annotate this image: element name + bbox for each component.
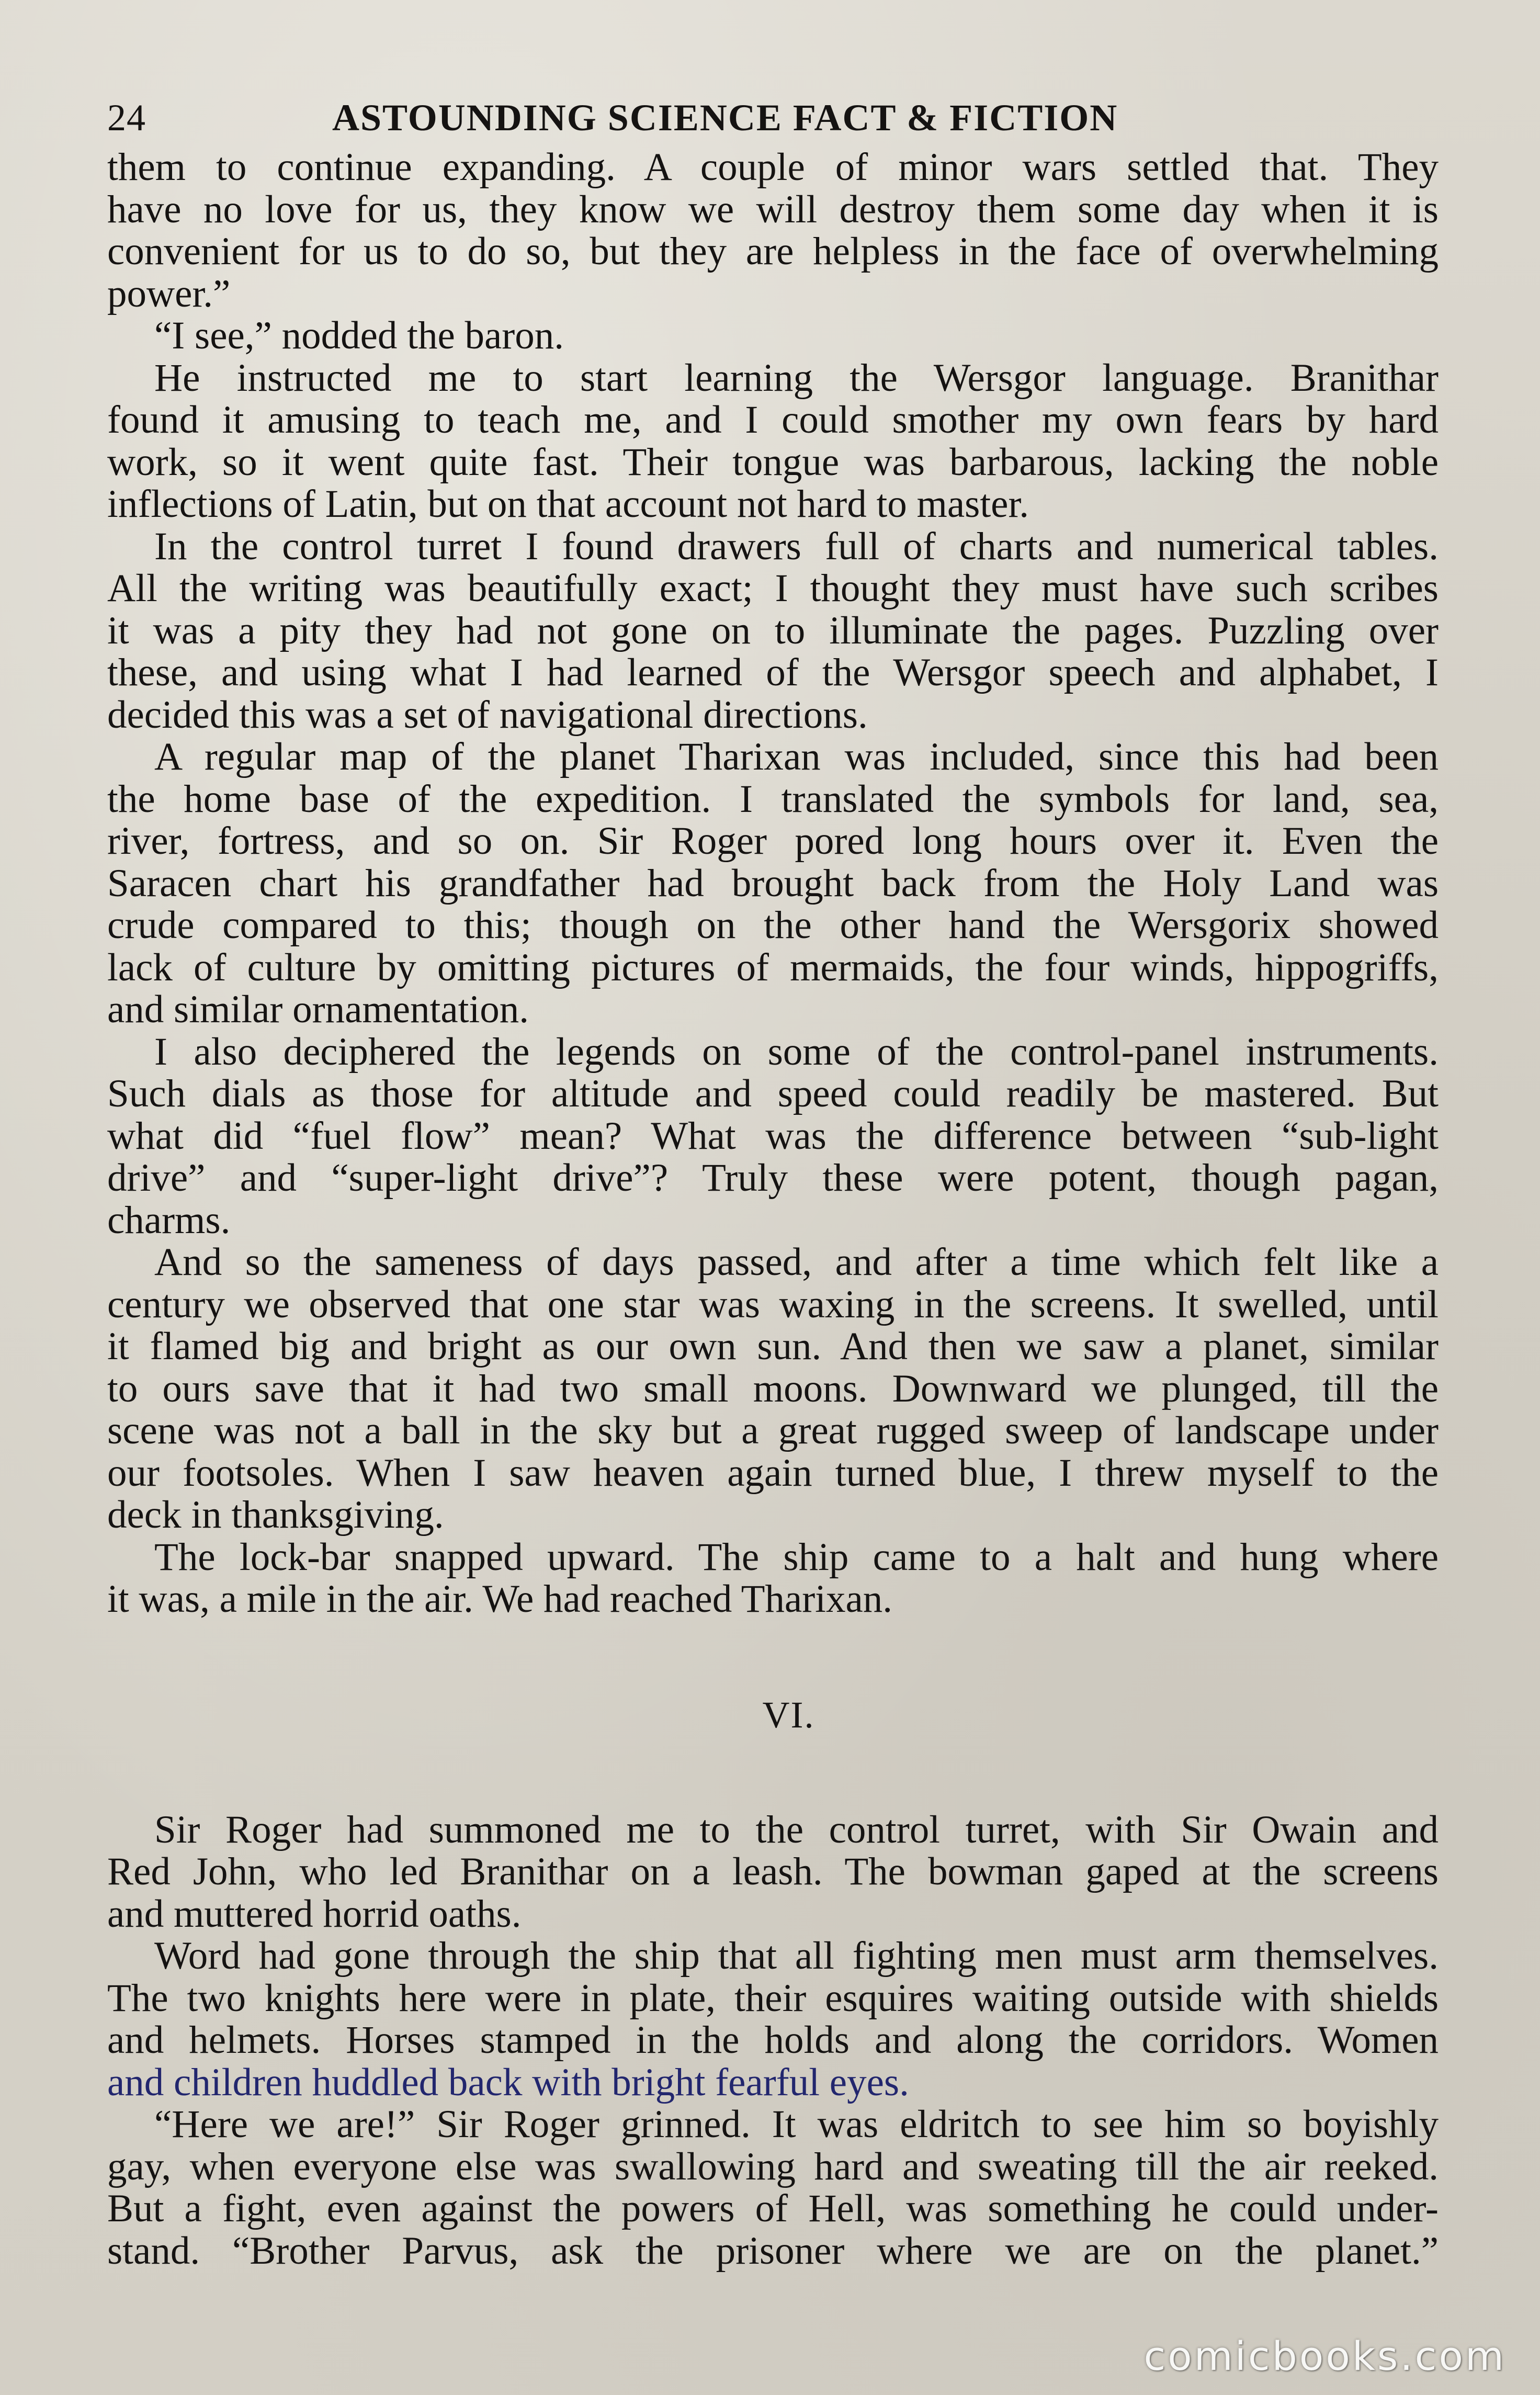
text-line: “Here we are!” Sir Roger grinned. It was eldritch to see him so boyishly [154, 2104, 1439, 2146]
site-watermark: comicbooks.com [1143, 2333, 1506, 2379]
text-line: Saracen chart his grandfather had brought back from the Holy Land was [107, 862, 1439, 905]
text-line: drive” and “super-light drive”? Truly these were potent, though pagan, [107, 1157, 1439, 1200]
text-line: “I see,” nodded the baron. [154, 315, 564, 357]
text-line: work, so it went quite fast. Their tongue was barbarous, lacking the noble [107, 441, 1439, 483]
text-line: A regular map of the planet Tharixan was included, since this had been [154, 736, 1439, 778]
text-line: the home base of the expedition. I translated the symbols for land, sea, [107, 778, 1439, 820]
text-line: And so the sameness of days passed, and after a time which felt like a [154, 1241, 1439, 1284]
book-page [107, 89, 1439, 2272]
text-line: river, fortress, and so on. Sir Roger pored long hours over it. Even the [107, 820, 1439, 863]
text-line: and similar ornamentation. [107, 989, 529, 1031]
text-line: The lock-bar snapped upward. The ship came to a halt and hung where [154, 1536, 1439, 1578]
section-heading: VI. [762, 1693, 815, 1736]
text-line: century we observed that one star was waxing in the screens. It swelled, until [107, 1283, 1439, 1326]
page-number: 24 [107, 97, 146, 139]
text-line: and helmets. Horses stamped in the holds and along the corridors. Women [107, 2019, 1439, 2062]
text-line: it was, a mile in the air. We had reached Tharixan. [107, 1578, 893, 1621]
text-line: and children huddled back with bright fearful eyes. [107, 2061, 909, 2104]
text-line: power.” [107, 273, 231, 315]
text-line: gay, when everyone else was swallowing hard and sweating till the air reeked. [107, 2145, 1439, 2188]
text-line: what did “fuel flow” mean? What was the difference between “sub-light [107, 1115, 1439, 1157]
text-line: Sir Roger had summoned me to the control turret, with Sir Owain and [154, 1809, 1439, 1851]
text-line: stand. “Brother Parvus, ask the prisoner where we are on the planet.” [107, 2230, 1439, 2272]
text-line: inflections of Latin, but on that account not hard to master. [107, 483, 1029, 526]
body-text-part-one [107, 146, 1439, 1621]
text-line: lack of culture by omitting pictures of mermaids, the four winds, hippogriffs, [107, 946, 1439, 989]
text-line: Red John, who led Branithar on a leash. The bowman gaped at the screens [107, 1851, 1439, 1893]
body-text-part-two [107, 1809, 1439, 2273]
text-line: deck in thanksgiving. [107, 1494, 444, 1537]
text-line: convenient for us to do so, but they are helpless in the face of overwhelming [107, 231, 1439, 273]
text-line: these, and using what I had learned of the Wersgor speech and alphabet, I [107, 652, 1439, 694]
text-line: it was a pity they had not gone on to illuminate the pages. Puzzling over [107, 609, 1439, 652]
text-line: The two knights here were in plate, their esquires waiting outside with shields [107, 1977, 1439, 2019]
text-line: it flamed big and bright as our own sun. And then we saw a planet, similar [107, 1326, 1439, 1368]
text-line: All the writing was beautifully exact; I thought they must have such scribes [107, 568, 1439, 610]
text-line: He instructed me to start learning the Wersgor language. Branithar [154, 357, 1439, 399]
text-line: found it amusing to teach me, and I could smother my own fears by hard [107, 399, 1439, 442]
text-line: I also deciphered the legends on some of the control-panel instruments. [154, 1031, 1439, 1073]
text-line: our footsoles. When I saw heaven again turned blue, I threw myself to the [107, 1452, 1439, 1494]
text-line: Such dials as those for altitude and speed could readily be mastered. But [107, 1073, 1439, 1115]
text-line: charms. [107, 1199, 231, 1241]
running-head [107, 89, 1439, 146]
text-line: In the control turret I found drawers full of charts and numerical tables. [154, 525, 1439, 568]
text-line: Word had gone through the ship that all fighting men must arm themselves. [154, 1935, 1439, 1978]
text-line: and muttered horrid oaths. [107, 1893, 522, 1935]
text-line: decided this was a set of navigational directions. [107, 694, 868, 736]
text-line: to ours save that it had two small moons. Downward we plunged, till the [107, 1368, 1439, 1410]
text-line: them to continue expanding. A couple of minor wars settled that. They [107, 146, 1439, 189]
text-line: scene was not a ball in the sky but a great rugged sweep of landscape under [107, 1410, 1439, 1452]
text-line: crude compared to this; though on the other hand the Wersgorix showed [107, 905, 1439, 947]
journal-title: ASTOUNDING SCIENCE FACT & FICTION [332, 97, 1118, 139]
text-line: But a fight, even against the powers of Hell, was something he could under- [107, 2188, 1439, 2230]
text-line: have no love for us, they know we will destroy them some day when it is [107, 188, 1439, 231]
